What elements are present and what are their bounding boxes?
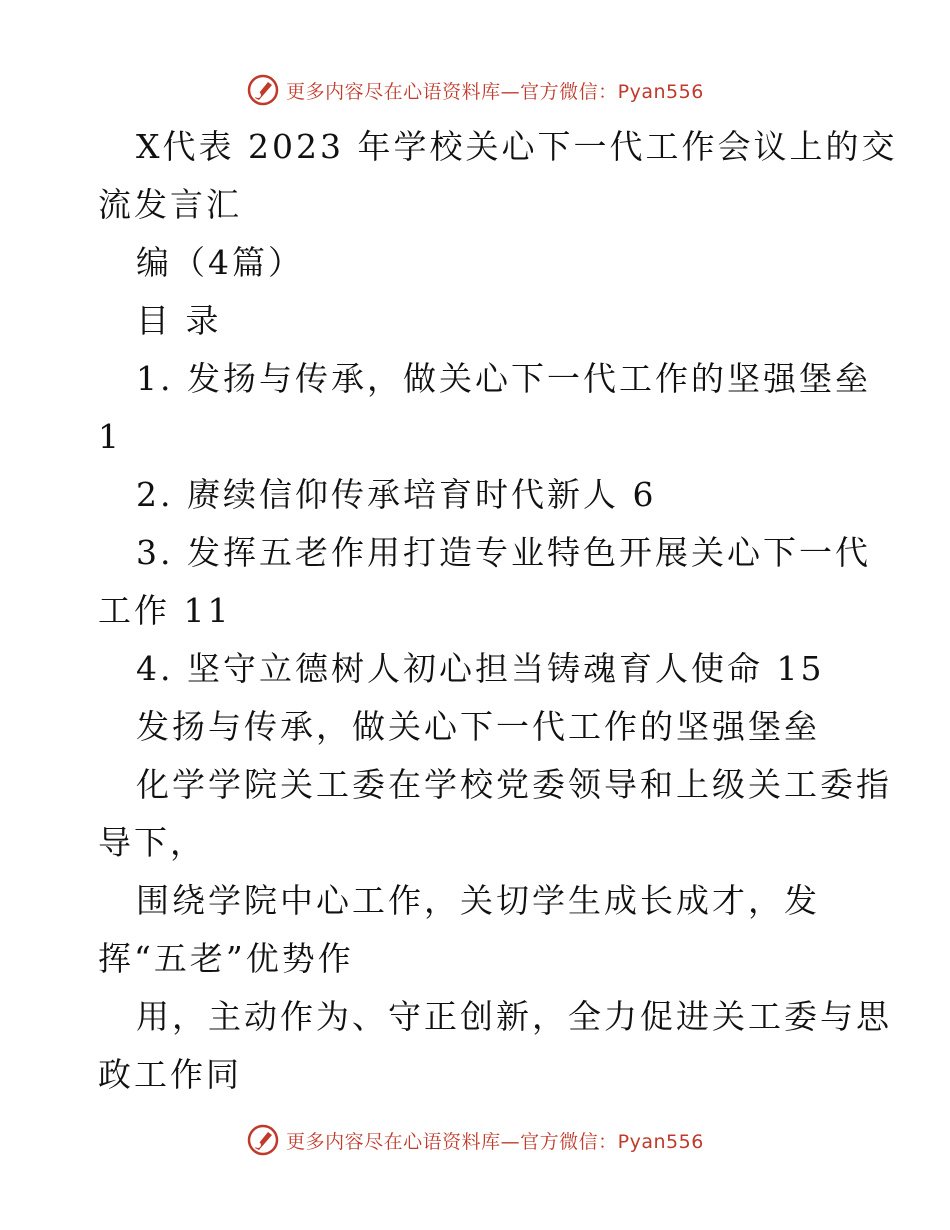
document-line: 政工作同 [98, 1055, 242, 1094]
quill-pen-logo-icon [246, 1123, 280, 1157]
document-line: 目 录 [136, 301, 222, 340]
document-line: 用，主动作为、守正创新，全力促进关工委与思 [136, 997, 892, 1036]
document-line: 化学学院关工委在学校党委领导和上级关工委指 [136, 765, 892, 804]
document-line: 工作 11 [98, 591, 232, 630]
document-line: 1. 发扬与传承，做关心下一代工作的坚强堡垒 [136, 359, 871, 398]
document-line: 发扬与传承，做关心下一代工作的坚强堡垒 [136, 707, 820, 746]
footer-wechat-id: Pyan556 [617, 1130, 704, 1153]
footer-banner-text: 更多内容尽在心语资料库—官方微信：Pyan556 [286, 1130, 704, 1153]
header-banner-text: 更多内容尽在心语资料库—官方微信：Pyan556 [286, 80, 704, 103]
document-line: 4. 坚守立德树人初心担当铸魂育人使命 15 [136, 649, 825, 688]
document-line: 围绕学院中心工作，关切学生成长成才，发 [136, 881, 820, 920]
document-line: 编（4篇） [136, 243, 304, 282]
quill-pen-logo-icon [246, 73, 280, 107]
document-line: 挥“五老”优势作 [98, 939, 354, 978]
document-line: 1 [98, 417, 122, 456]
header-banner [0, 70, 950, 110]
document-body [98, 118, 898, 1104]
document-line: 3. 发挥五老作用打造专业特色开展关心下一代 [136, 533, 871, 572]
document-line: 导下， [98, 823, 206, 862]
document-line: 流发言汇 [98, 185, 242, 224]
header-wechat-id: Pyan556 [617, 80, 704, 103]
document-line: X代表 2023 年学校关心下一代工作会议上的交 [136, 127, 898, 166]
footer-banner [0, 1120, 950, 1160]
document-line: 2. 赓续信仰传承培育时代新人 6 [136, 475, 657, 514]
